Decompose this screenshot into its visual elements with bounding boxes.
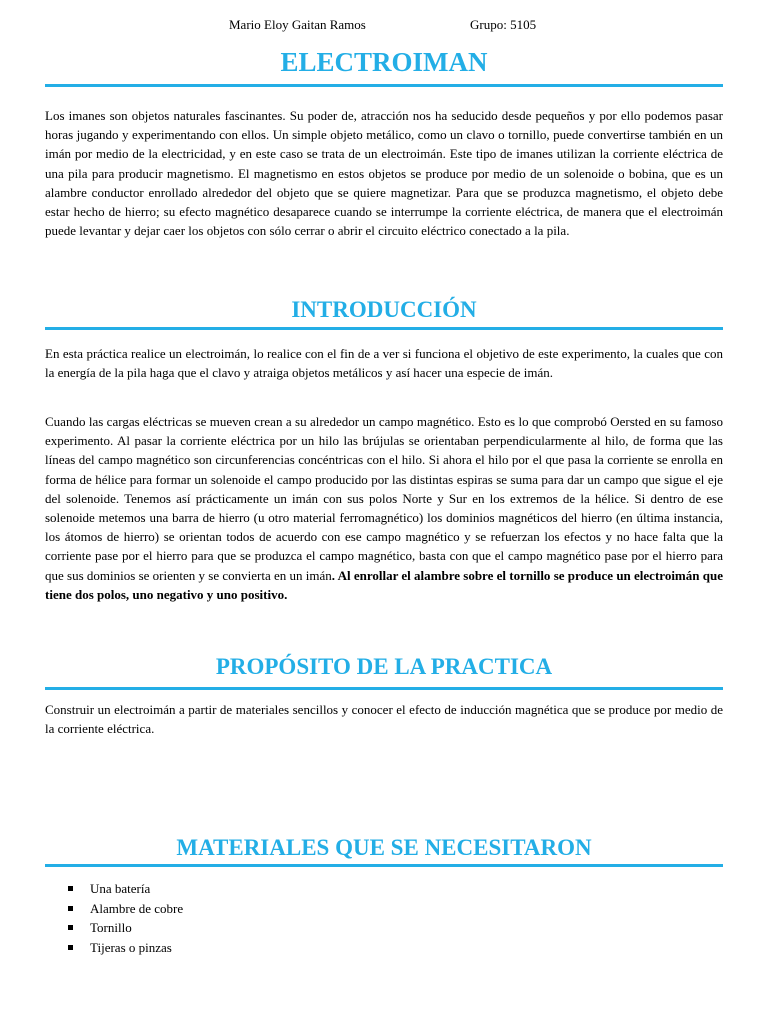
section-divider xyxy=(45,327,723,330)
bullet-square-icon xyxy=(68,925,73,930)
list-item xyxy=(66,918,183,938)
paragraph-proposito: Construir un electroimán a partir de materiales sencillos y conocer el efecto de inducción magnética que se produce por medio de la corriente eléctrica. xyxy=(45,702,723,737)
group-number: Grupo: 5105 xyxy=(470,17,537,32)
list-item xyxy=(66,938,183,958)
section-title-electroiman: ELECTROIMAN xyxy=(280,47,488,77)
list-item-label: Alambre de cobre xyxy=(90,900,184,916)
list-item-label: Una batería xyxy=(90,881,151,896)
bullet-square-icon xyxy=(68,906,73,911)
section-divider xyxy=(45,84,723,87)
section-title-proposito: PROPÓSITO DE LA PRACTICA xyxy=(215,654,553,679)
list-item xyxy=(66,899,183,919)
list-item-label: Tornillo xyxy=(90,920,132,935)
paragraph-introduccion-1: En esta práctica realice un electroimán, lo realice con el fin de a ver si funciona el objetivo de este experimento, la cuales que con la energía de la pila haga que el clavo y atraiga objetos metálicos y así hacer una especie de imán. xyxy=(45,346,723,381)
paragraph-introduccion-2 xyxy=(45,412,723,604)
section-divider xyxy=(45,687,723,690)
author-name: Mario Eloy Gaitan Ramos xyxy=(229,17,366,32)
bullet-square-icon xyxy=(68,886,73,891)
paragraph-introduccion-2-text: Cuando las cargas eléctricas se mueven crean a su alrededor un campo magnético. Esto es lo que comprobó Oersted en su famoso experimento. Al pasar la corriente eléctrica por un hilo las brújulas se orientaban perpendicularmente al hilo, de forma que las líneas del campo magnético son circunferencias concéntricas con el hilo. Si ahora el hilo por el que pasa la corriente se enrolla en forma de hélice para formar un solenoide el campo producido por las distintas espiras se suma para dar un campo que sigue el eje del solenoide. Tenemos así prácticamente un imán con sus polos Norte y Sur en los extremos de la hélice. Si dentro de ese solenoide metemos una barra de hierro (u otro material ferromagnético) los dominios magnéticos del hierro (en última instancia, los átomos de hierro) se orientan todos de acuerdo con ese campo magnético y se refuerzan los efectos y no hace falta que la corriente pase por el hierro para que se produzca el campo magnético, basta con que el campo magnético pase por el hierro para que sus dominios se orienten y se convierta en un imán xyxy=(45,414,723,583)
section-divider xyxy=(45,864,723,867)
section-title-introduccion: INTRODUCCIÓN xyxy=(291,297,477,322)
section-title-materiales: MATERIALES QUE SE NECESITARON xyxy=(176,835,592,860)
materials-list xyxy=(66,879,183,957)
paragraph-electroiman: Los imanes son objetos naturales fascinantes. Su poder de, atracción nos ha seducido desde pequeños y por ello podemos pasar horas jugando y experimentando con ellos. Un simple objeto metálico, como un clavo o tornillo, puede convertirse también en un imán por medio de la electricidad, y en este caso se trata de un electroimán. Este tipo de imanes utilizan la corriente eléctrica de una pila para producir magnetismo. El magnetismo en estos objetos se produce por medio de un solenoide o bobina, que es un alambre conductor enrollado alrededor del objeto que se quiere magnetizar. Para que se produzca magnetismo, el objeto debe estar hecho de hierro; su efecto magnético desaparece cuando se interrumpe la corriente eléctrica, de manera que el electroimán puede levantar y dejar caer los objetos con sólo cerrar o abrir el circuito eléctrico conectado a la pila. xyxy=(45,108,723,239)
list-item-label: Tijeras o pinzas xyxy=(90,939,172,955)
document-header xyxy=(0,17,768,37)
bullet-square-icon xyxy=(68,945,73,950)
list-item xyxy=(66,879,183,899)
paragraph-introduccion-2-bold: . Al enrollar el alambre sobre el tornillo se produce un electroimán que tiene dos polos, uno negativo y uno positivo. xyxy=(45,567,723,602)
